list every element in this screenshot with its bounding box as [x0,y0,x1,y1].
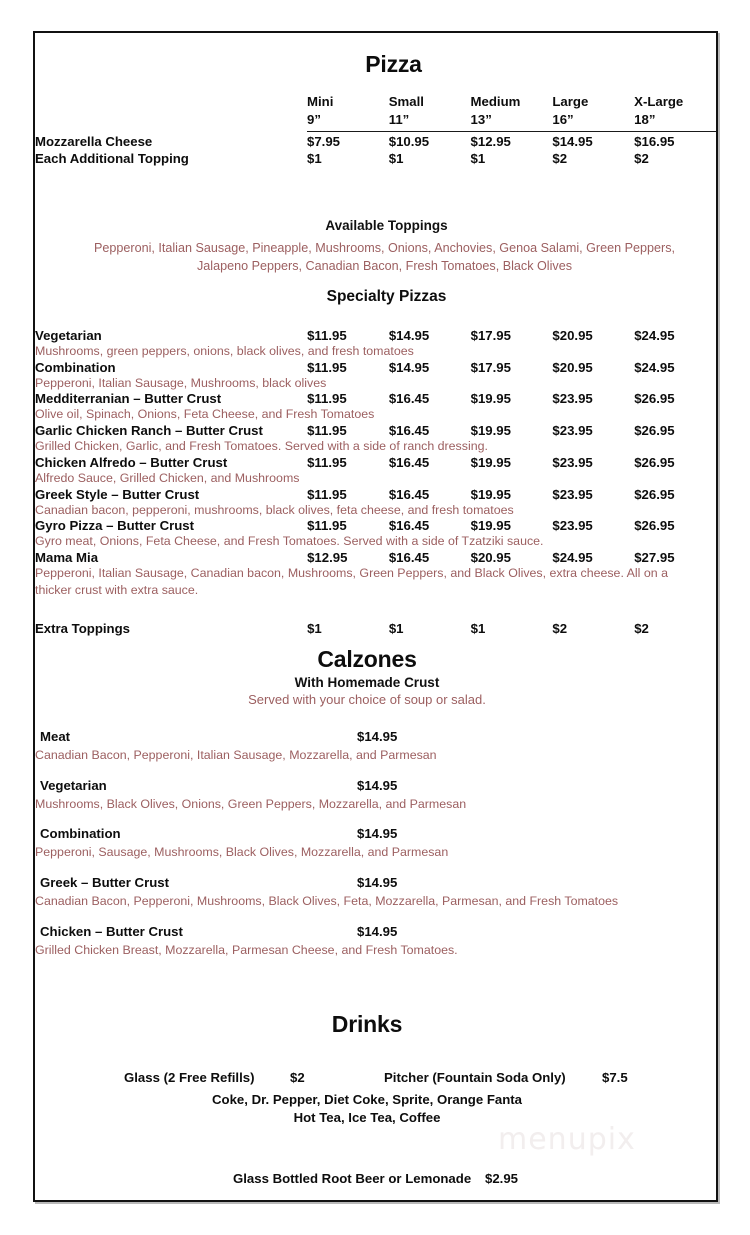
specialty-item-description: Pepperoni, Italian Sausage, Canadian bacon, Mushrooms, Green Peppers, and Black Olives, extra cheese. All on a thicker crust with extra sauce. [35,566,668,597]
size-header-spacer [35,93,307,129]
specialty-item-name: Vegetarian [35,328,102,343]
specialty-item-name: Garlic Chicken Ranch – Butter Crust [35,423,263,439]
specialty-item-price: $14.95 [388,359,430,375]
pizza-section-header [35,51,716,78]
specialty-item-price: $16.45 [388,423,430,439]
extra-toppings-price: $2 [634,620,649,636]
list-item [35,778,716,813]
calzone-item-description: Canadian Bacon, Pepperoni, Italian Sausage, Mozzarella, and Parmesan [35,748,437,762]
calzones-section [35,646,716,959]
hot-drinks-line: Hot Tea, Ice Tea, Coffee [293,1110,441,1125]
specialty-item-name: Chicken Alfredo – Butter Crust [35,454,228,470]
calzone-item-name: Greek – Butter Crust [40,875,169,891]
specialty-item-name: Mama Mia [35,550,99,566]
table-row [35,360,716,375]
table-row-spacer [35,599,716,621]
calzone-item-price: $14.95 [357,875,398,891]
base-item-price: $2 [552,151,568,167]
extra-toppings-price: $1 [470,620,486,636]
table-row-desc [35,438,716,455]
toppings-line-1: Pepperoni, Italian Sausage, Pineapple, Mushrooms, Onions, Anchovies, Genoa Salami, Green Peppers, [93,241,676,255]
specialty-item-name: Gyro Pizza – Butter Crust [35,518,195,534]
calzone-row [35,875,716,891]
specialty-item-price: $19.95 [470,518,511,534]
specialty-item-price: $16.45 [388,550,430,566]
specialty-item-price: $24.95 [552,550,593,566]
specialty-item-price: $26.95 [634,454,675,470]
extra-toppings-price: $1 [388,620,404,636]
pitcher-label: Pitcher (Fountain Soda Only) [384,1070,566,1085]
spacer [35,599,716,621]
specialty-item-price: $19.95 [470,454,511,470]
specialty-item-description: Grilled Chicken, Garlic, and Fresh Tomatoes. Served with a side of ranch dressing. [35,439,488,454]
pizza-title: Pizza [365,51,422,77]
specialty-item-price: $16.45 [388,391,430,407]
table-row [35,328,716,343]
glass-price: $2 [290,1070,305,1085]
specialty-item-price: $24.95 [634,359,675,375]
size-label: X-Large [634,94,684,109]
toppings-line-2: Jalapeno Peppers, Canadian Bacon, Fresh Tomatoes, Black Olives [197,259,572,274]
base-item-price: $7.95 [306,134,340,150]
size-inches: 9” [306,112,321,128]
base-item-price: $1 [470,151,486,167]
table-row-desc [35,470,716,487]
extra-toppings-price: $2 [552,620,568,636]
table-row-desc [35,533,716,550]
specialty-item-price: $23.95 [552,518,593,534]
calzone-item-name: Vegetarian [40,777,107,793]
menu-content [35,33,716,1200]
extra-toppings-name: Extra Toppings [35,620,131,636]
base-item-price: $16.95 [634,134,675,150]
bottled-drinks-row [35,1171,716,1190]
pitcher-price: $7.5 [602,1070,628,1085]
specialty-item-description: Olive oil, Spinach, Onions, Feta Cheese, and Fresh Tomatoes [35,407,375,422]
specialty-item-name: Medditerranian – Butter Crust [35,391,222,407]
table-row-desc [35,406,716,423]
base-item-price: $10.95 [388,134,430,150]
list-item [35,924,716,959]
base-item-price: $1 [388,151,404,167]
specialty-item-price: $23.95 [552,454,593,470]
table-row-desc [35,565,716,598]
specialty-item-price: $11.95 [307,486,347,502]
specialty-pizzas-heading: Specialty Pizzas [326,288,447,305]
available-toppings-heading: Available Toppings [325,218,448,233]
calzone-item-description: Pepperoni, Sausage, Mushrooms, Black Olives, Mozzarella, and Parmesan [35,845,449,860]
table-row [35,550,716,565]
extra-toppings-price: $1 [307,620,322,636]
specialty-item-price: $17.95 [470,359,511,375]
table-row [35,455,716,470]
base-item-price: $12.95 [470,134,511,150]
specialty-item-price: $12.95 [307,550,348,566]
specialty-item-price: $24.95 [634,328,675,343]
size-inches: 18” [634,112,656,128]
drinks-title: Drinks [331,1011,403,1037]
specialty-item-price: $16.45 [388,486,430,502]
specialty-item-price: $16.45 [388,518,430,534]
soda-options-line: Coke, Dr. Pepper, Diet Coke, Sprite, Orange Fanta [212,1092,522,1107]
table-row [35,621,716,636]
glass-label: Glass (2 Free Refills) [124,1070,255,1085]
specialty-item-price: $19.95 [470,486,511,502]
specialty-item-price: $23.95 [552,486,593,502]
calzone-item-name: Combination [40,826,121,842]
specialty-item-description: Mushrooms, green peppers, onions, black olives, and fresh tomatoes [35,344,414,358]
base-item-name: Mozzarella Cheese [35,134,153,150]
menu-page-frame [33,31,718,1202]
calzone-item-name: Meat [40,729,71,744]
size-label: Medium [470,94,521,109]
pizza-size-price-table [35,93,716,166]
table-row [35,132,716,150]
base-item-price: $2 [634,151,649,167]
specialty-item-price: $27.95 [634,550,675,566]
table-row-desc [35,502,716,519]
calzone-item-price: $14.95 [357,777,398,793]
table-row [35,423,716,438]
base-item-price: $1 [306,151,322,167]
size-header-mini [307,93,389,129]
table-row [35,391,716,406]
specialty-item-price: $23.95 [552,423,593,439]
calzones-header [18,646,716,707]
calzone-item-description: Grilled Chicken Breast, Mozzarella, Parmesan Cheese, and Fresh Tomatoes. [35,942,458,957]
calzone-item-price: $14.95 [357,729,398,744]
specialty-item-description: Canadian bacon, pepperoni, mushrooms, black olives, feta cheese, and fresh tomatoes [35,502,514,517]
specialty-item-price: $16.45 [388,454,430,470]
available-toppings-block [35,218,716,276]
bottled-label: Glass Bottled Root Beer or Lemonade [233,1171,472,1186]
specialty-item-description: Alfredo Sauce, Grilled Chicken, and Mushrooms [35,470,300,485]
size-inches: 16” [552,112,574,128]
size-inches: 11” [388,112,410,128]
specialty-item-price: $20.95 [552,359,593,375]
calzone-item-price: $14.95 [357,826,398,842]
table-row-desc [35,375,716,392]
specialty-item-price: $26.95 [634,486,675,502]
size-label: Small [388,94,424,109]
specialty-item-price: $20.95 [470,550,511,566]
size-inches: 13” [470,112,492,128]
specialty-item-description: Gyro meat, Onions, Feta Cheese, and Fresh Tomatoes. Served with a side of Tzatziki sauce. [35,534,544,549]
specialty-pizzas-section [35,288,716,636]
calzone-item-name: Chicken – Butter Crust [40,923,183,939]
size-header-medium [471,93,553,129]
specialty-item-price: $11.95 [307,454,347,470]
base-item-name: Each Additional Topping [35,151,189,167]
list-item [35,729,716,764]
calzone-row [35,826,716,842]
size-header-large [552,93,634,129]
specialty-item-price: $11.95 [307,518,347,534]
base-item-price: $14.95 [552,134,593,150]
specialty-item-name: Greek Style – Butter Crust [35,486,200,502]
size-label: Large [552,94,589,109]
bottled-price: $2.95 [485,1171,519,1186]
table-row [35,518,716,533]
list-item [35,826,716,861]
calzone-row [35,924,716,940]
drinks-section [35,1011,716,1190]
specialty-item-price: $11.95 [307,328,347,343]
specialty-item-price: $20.95 [552,328,593,343]
size-label: Mini [306,94,334,109]
specialty-pizzas-table [35,328,716,636]
specialty-item-price: $19.95 [470,391,511,407]
calzones-note: Served with your choice of soup or salad. [248,692,486,707]
table-row [35,487,716,502]
calzone-item-description: Mushrooms, Black Olives, Onions, Green Peppers, Mozzarella, and Parmesan [35,796,467,811]
size-header-row [35,93,716,129]
specialty-item-price: $26.95 [634,423,675,439]
specialty-item-price: $11.95 [307,423,347,439]
specialty-item-price: $11.95 [307,391,347,407]
table-row-desc [35,343,716,360]
specialty-item-price: $19.95 [470,423,511,439]
specialty-item-name: Combination [35,359,116,375]
size-header-small [389,93,471,129]
specialty-item-price: $26.95 [634,391,675,407]
calzone-item-description: Canadian Bacon, Pepperoni, Mushrooms, Black Olives, Feta, Mozzarella, Parmesan, and Fresh Tomatoes [35,894,619,909]
size-header-xlarge [634,93,716,129]
calzone-row [35,778,716,794]
calzone-row [35,729,716,745]
drinks-price-row [35,1070,716,1089]
specialty-item-description: Pepperoni, Italian Sausage, Mushrooms, black olives [35,375,327,390]
specialty-item-price: $17.95 [470,328,511,343]
table-row [35,149,716,166]
specialty-item-price: $14.95 [388,328,430,343]
calzones-title: Calzones [317,646,417,672]
menupix-watermark: menupix [498,1122,636,1157]
list-item [35,875,716,910]
calzones-subtitle: With Homemade Crust [294,675,440,690]
specialty-item-price: $11.95 [307,359,347,375]
specialty-item-price: $26.95 [634,518,675,534]
calzone-item-price: $14.95 [357,923,398,939]
specialty-item-price: $23.95 [552,391,593,407]
